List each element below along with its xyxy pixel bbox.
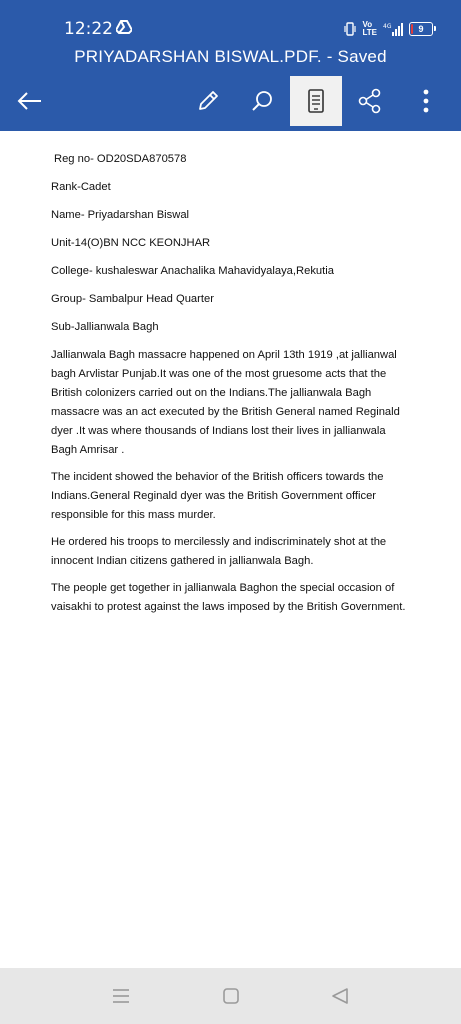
pencil-icon: [196, 89, 220, 113]
battery-level-fill: [411, 24, 413, 34]
more-icon: [422, 89, 430, 113]
document-body: [51, 150, 407, 625]
search-icon: [250, 89, 274, 113]
more-options-button[interactable]: [400, 76, 452, 126]
search-button[interactable]: [236, 76, 288, 126]
share-icon: [357, 88, 383, 114]
back-button[interactable]: [4, 76, 56, 126]
unit-line: Unit-14(O)BN NCC KEONJHAR: [51, 237, 211, 249]
menu-icon: [112, 988, 130, 1004]
rank-line: Rank-Cadet: [51, 181, 111, 193]
group-line: Group- Sambalpur Head Quarter: [51, 293, 214, 305]
signal-icon: [383, 22, 403, 36]
edit-button[interactable]: [182, 76, 234, 126]
vibrate-icon: [344, 22, 356, 36]
reg-no-line: Reg no- OD20SDA870578: [54, 153, 187, 165]
document-title: PRIYADARSHAN BISWAL.PDF. - Saved: [74, 47, 387, 66]
share-button[interactable]: [344, 76, 396, 126]
subject-line: Sub-Jallianwala Bagh: [51, 321, 159, 333]
toolbar: [0, 76, 461, 128]
drive-icon: [116, 20, 132, 34]
back-icon: [331, 987, 349, 1005]
status-bar: [0, 0, 461, 40]
status-indicators: [344, 20, 433, 38]
network-label: 4G: [383, 23, 392, 30]
name-line: Name- Priyadarshan Biswal: [51, 209, 190, 221]
reading-view-icon: [306, 88, 326, 114]
paragraph: He ordered his troops to mercilessly and indiscriminately shot at the innocent Indian citizens gathered in jallianwala Bagh.: [51, 536, 387, 567]
app-header: [0, 0, 461, 131]
paragraph: The people get together in jallianwala Baghon the special occasion of vaisakhi to protest against the laws imposed by the British Government.: [51, 582, 406, 613]
home-button[interactable]: [218, 985, 244, 1007]
paragraph: The incident showed the behavior of the British officers towards the Indians.General Reginald dyer was the British Government officer responsible for this mass murder.: [51, 471, 384, 521]
battery-icon: [409, 22, 433, 36]
system-nav-bar: [0, 968, 461, 1024]
volte-label: Vo LTE: [362, 20, 377, 37]
reading-view-button[interactable]: [290, 76, 342, 126]
college-line: College- kushaleswar Anachalika Mahavidyalaya,Rekutia: [51, 265, 334, 277]
nav-back-button[interactable]: [327, 985, 353, 1007]
status-time: 12:22: [64, 19, 113, 39]
home-icon: [222, 987, 240, 1005]
paragraph: Jallianwala Bagh massacre happened on April 13th 1919 ,at jallianwal bagh Arvlistar Punjab.It was one of the most gruesome acts that the British colonizers carried out on the Indians.The jallianwala Bagh massacre was an act executed by the British General named Reginald dyer .It was where thousands of Indians lost their lives in jallianwala Bagh Amrisar .: [51, 349, 400, 456]
battery-level: 9: [418, 24, 424, 34]
recent-apps-button[interactable]: [108, 985, 134, 1007]
back-arrow-icon: [17, 91, 43, 111]
